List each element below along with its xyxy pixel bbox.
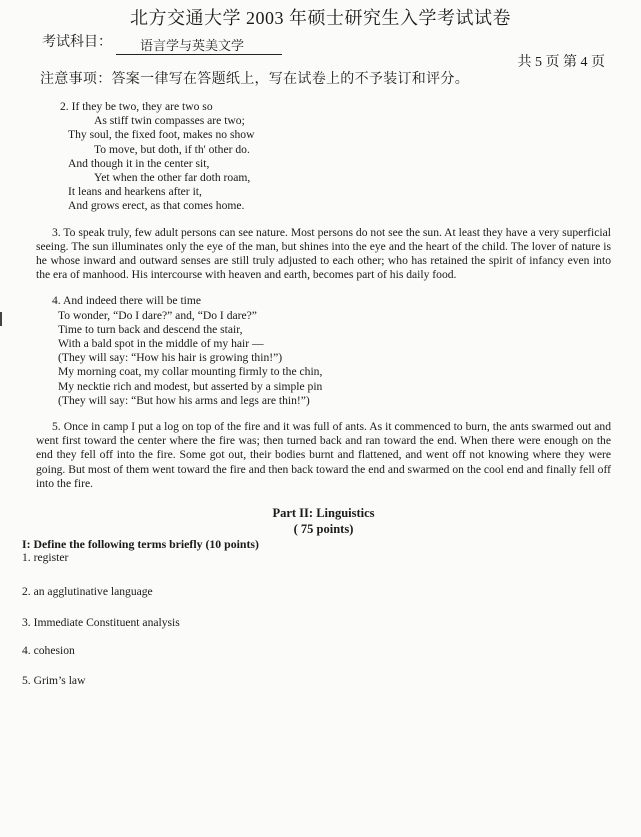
- poem-line: My necktie rich and modest, but asserted by a simple pin: [58, 379, 323, 393]
- question-3-passage: 3. To speak truly, few adult persons can see nature. Most persons do not see the sun. At least they have a very superficial seeing. The sun illuminates only the eye of the man, but shines into the eye and the heart of the child. The lover of nature is he whose inward and outward senses are still truly adjusted to each other; who has retained the spirit of infancy even into the era of manhood. His intercourse with heaven and earth, becomes part of his daily food.: [36, 225, 611, 282]
- subject-label: 考试科目：: [42, 35, 112, 50]
- exam-content: [22, 100, 611, 688]
- question-4-poem: [36, 294, 611, 408]
- poem-line: Thy soul, the fixed foot, makes no show: [68, 128, 255, 142]
- part-2-heading: [36, 505, 611, 537]
- list-item: 4. cohesion: [22, 643, 75, 657]
- part-2-points: ( 75 points): [293, 522, 354, 537]
- poem-line: Yet when the other far doth roam,: [94, 171, 251, 185]
- list-item: 2. an agglutinative language: [22, 585, 153, 599]
- terms-list: [22, 551, 611, 688]
- question-5-passage: 5. Once in camp I put a log on top of the fire and it was full of ants. As it commenced to burn, the ants swarmed out and went first toward the center where the fire was; then turned back and ran toward the end. When there were enough on the end they fell off into the fire. Some got out, their bodies burnt and flattened, and went off not knowing where they were going. But most of them went toward the fire and then back toward the end and swarmed on the cool end and finally fell off into the fire.: [36, 420, 611, 490]
- poem-line: To move, but doth, if th' other do.: [94, 142, 250, 156]
- poem-line: (They will say: “How his hair is growing thin!”): [58, 351, 283, 365]
- poem-line: To wonder, “Do I dare?” and, “Do I dare?”: [58, 308, 257, 322]
- poem-line: And though it in the center sit,: [68, 156, 210, 170]
- poem-line: With a bald spot in the middle of my hair —: [58, 337, 264, 351]
- question-2-poem: [36, 100, 611, 214]
- poem-line: And grows erect, as that comes home.: [68, 199, 245, 213]
- section-1-header: I: Define the following terms briefly (10 points): [22, 537, 259, 552]
- list-item: 1. register: [22, 551, 69, 565]
- exam-title: 北方交通大学 2003 年硕士研究生入学考试试卷: [130, 8, 511, 28]
- poem-line: It leans and hearkens after it,: [68, 185, 202, 199]
- poem-line: Time to turn back and descend the stair,: [58, 322, 243, 336]
- poem-line: My morning coat, my collar mounting firmly to the chin,: [58, 365, 323, 379]
- exam-notice: 注意事项：答案一律写在答题纸上，写在试卷上的不予装订和评分。: [40, 72, 469, 87]
- page-count: 共 5 页 第 4 页: [517, 55, 605, 70]
- list-item: 3. Immediate Constituent analysis: [22, 615, 180, 629]
- part-2-title: Part II: Linguistics: [272, 506, 375, 521]
- list-item: 5. Grim’s law: [22, 674, 86, 688]
- poem-line: As stiff twin compasses are two;: [94, 114, 245, 128]
- scan-edge-mark: [0, 312, 2, 326]
- poem-line: 4. And indeed there will be time: [52, 294, 202, 308]
- poem-line: (They will say: “But how his arms and legs are thin!”): [58, 393, 310, 407]
- subject-value: 语言学与英美文学: [116, 35, 282, 55]
- poem-line: 2. If they be two, they are two so: [60, 100, 213, 113]
